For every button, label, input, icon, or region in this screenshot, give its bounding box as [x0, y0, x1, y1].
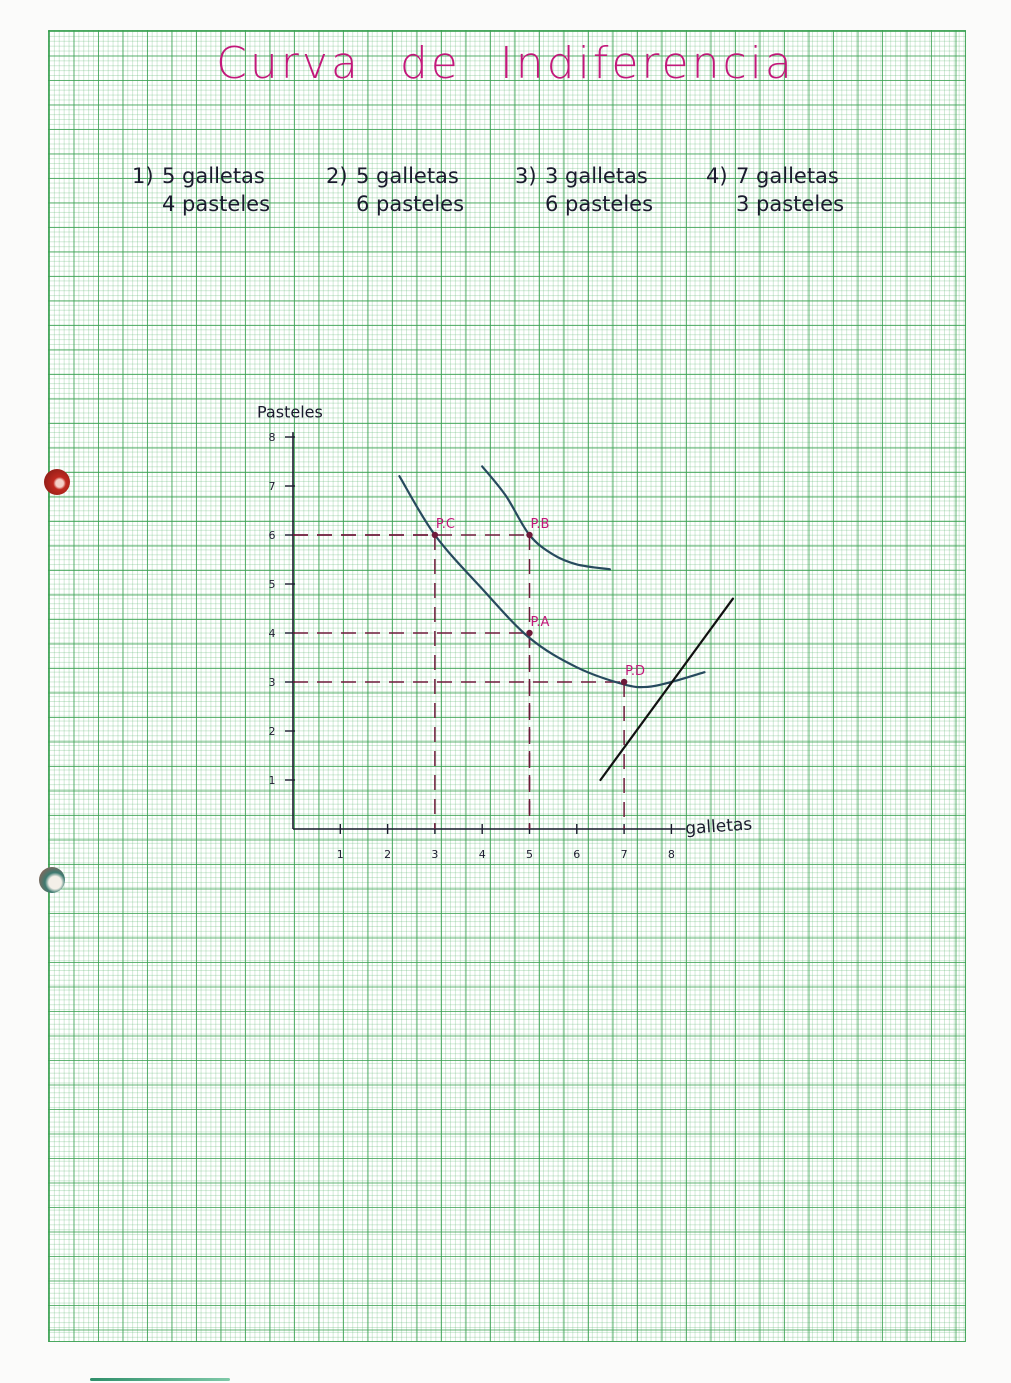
- option-cookies: 3 galletas: [545, 164, 648, 188]
- x-tick-label: 8: [667, 848, 675, 861]
- y-tick-label: 2: [268, 725, 276, 738]
- page-edge-mark: [90, 1378, 230, 1381]
- page-title: Curva de Indiferencia: [216, 38, 795, 89]
- point-label: P.A: [530, 615, 550, 630]
- y-tick-label: 6: [268, 529, 276, 542]
- point-label: P.D: [625, 664, 646, 679]
- option-number: 1): [132, 164, 154, 188]
- option-number: 3): [515, 164, 537, 188]
- option-cakes: 6 pasteles: [356, 192, 465, 216]
- y-tick-label: 3: [268, 676, 276, 689]
- y-axis-label: Pasteles: [257, 402, 323, 422]
- point-marker: [432, 532, 438, 538]
- point-marker: [526, 532, 532, 538]
- point-label: P.B: [530, 517, 550, 532]
- x-tick-label: 4: [478, 848, 486, 861]
- option-number: 2): [326, 164, 348, 188]
- y-tick-label: 5: [268, 578, 276, 591]
- point-label: P.C: [435, 517, 455, 532]
- x-axis-label: galletas: [684, 814, 753, 839]
- indifference-curve-1: [399, 476, 704, 687]
- x-tick-label: 1: [336, 848, 344, 861]
- option-cookies: 5 galletas: [162, 164, 265, 188]
- option-cakes: 6 pasteles: [545, 192, 654, 216]
- option-cookies: 7 galletas: [736, 164, 839, 188]
- point-marker: [526, 630, 532, 636]
- y-tick-label: 4: [268, 627, 276, 640]
- y-tick-label: 1: [268, 774, 276, 787]
- x-tick-label: 5: [526, 848, 533, 861]
- option-cakes: 4 pasteles: [162, 192, 271, 216]
- option-cookies: 5 galletas: [356, 164, 459, 188]
- y-tick-label: 7: [268, 480, 276, 493]
- y-tick-label: 8: [268, 431, 276, 444]
- option-number: 4): [706, 164, 728, 188]
- x-tick-label: 2: [384, 848, 392, 861]
- point-marker: [621, 679, 627, 685]
- x-tick-label: 7: [620, 848, 628, 861]
- option-cakes: 3 pasteles: [736, 192, 845, 216]
- x-tick-label: 3: [431, 848, 439, 861]
- straight-line: [600, 599, 732, 780]
- x-tick-label: 6: [573, 848, 581, 861]
